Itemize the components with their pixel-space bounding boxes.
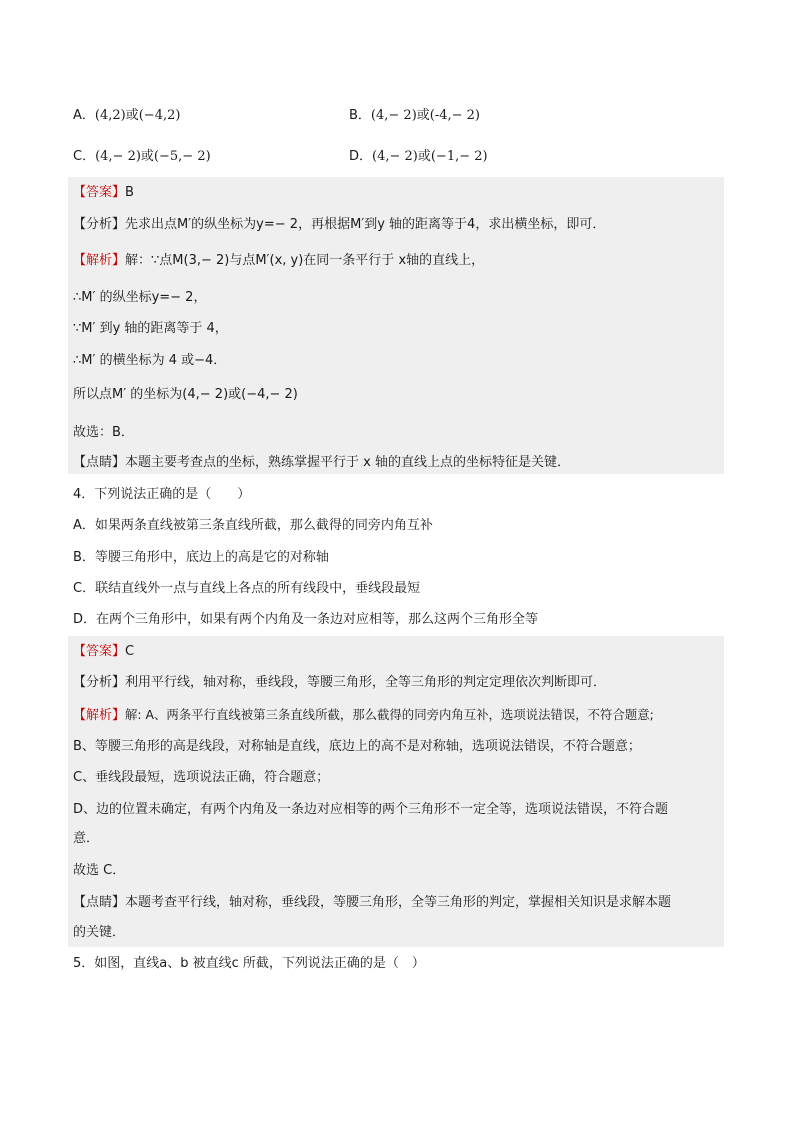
q4-explain-d1: D、边的位置未确定，有两个内角及一条边对应相等的两个三角形不一定全等，选项说法错误，不符合题	[73, 802, 669, 817]
q4-option-d: D．在两个三角形中，如果有两个内角及一条边对应相等，那么这两个三角形全等	[73, 612, 539, 627]
analysis-text: 先求出点M′的纵坐标为y=− 2，再根据M′到y 轴的距离等于4，求出横坐标，即可．	[125, 217, 606, 232]
option-text: (4,− 2)或(−5,− 2)	[95, 149, 211, 164]
q3-comment-line	[73, 453, 570, 473]
answer-tag: 【答案】	[73, 185, 126, 200]
q4-comment-line	[73, 893, 671, 913]
q4-option-c: C．联结直线外一点与直线上各点的所有线段中，垂线段最短	[73, 581, 421, 596]
q4-stem: 4．下列说法正确的是（ ）	[73, 487, 251, 502]
comment-tag: 【点睛】	[73, 455, 126, 470]
explain-text: 解：∵点M(3,− 2)与点M′(x, y)在同一条平行于 x轴的直线上，	[125, 253, 485, 268]
option-text: (4,2)或(−4,2)	[94, 108, 181, 123]
q3-explain-line	[73, 251, 484, 271]
q3-answer-line	[73, 183, 134, 203]
option-label: C．	[73, 149, 96, 164]
q3-option-b	[349, 106, 480, 126]
q4-explain-line	[73, 705, 654, 726]
q3-step-3: ∵M′ 到y 轴的距离等于 4，	[73, 321, 228, 336]
q3-option-d	[349, 147, 488, 167]
option-text: (4,− 2)或(−1,− 2)	[372, 149, 488, 164]
option-label: D．	[349, 149, 373, 164]
explain-tag: 【解析】	[73, 708, 126, 723]
q4-explain-c: C、垂线段最短，选项说法正确，符合题意；	[73, 770, 330, 785]
q3-option-c	[73, 147, 211, 167]
explain-tag: 【解析】	[73, 253, 126, 268]
answer-value: B	[125, 185, 134, 200]
analysis-tag: 【分析】	[73, 217, 126, 232]
explain-text: 解: A、两条平行直线被第三条直线所截，那么截得的同旁内角互补，选项说法错误，不符合题意;	[125, 707, 654, 722]
answer-tag: 【答案】	[73, 644, 126, 659]
q4-option-a: A．如果两条直线被第三条直线所截，那么截得的同旁内角互补	[73, 518, 433, 533]
comment-text: 本题主要考查点的坐标，熟练掌握平行于 x 轴的直线上点的坐标特征是关键．	[125, 455, 570, 470]
q4-comment-line-2: 的关键．	[73, 925, 126, 940]
q3-step-2: ∴M′ 的纵坐标y=− 2，	[73, 290, 207, 305]
answer-value: C	[125, 644, 135, 659]
option-text: (4,− 2)或(-4,− 2)	[370, 108, 481, 123]
q3-analysis-line	[73, 215, 605, 235]
analysis-tag: 【分析】	[73, 675, 126, 690]
option-label: A．	[73, 108, 95, 123]
comment-tag: 【点睛】	[73, 895, 126, 910]
comment-text: 本题考查平行线，轴对称，垂线段，等腰三角形，全等三角形的判定，掌握相关知识是求解本题	[125, 895, 672, 910]
analysis-text: 利用平行线，轴对称，垂线段，等腰三角形，全等三角形的判定定理依次判断即可．	[125, 675, 607, 690]
q4-choose: 故选 C．	[73, 863, 126, 878]
option-label: B．	[349, 108, 371, 123]
q4-answer-line	[73, 642, 134, 662]
q3-choose: 故选：B．	[73, 425, 134, 440]
q3-step-5: 所以点M′ 的坐标为(4,− 2)或(−4,− 2)	[73, 387, 298, 402]
q5-stem: 5．如图，直线a、b 被直线c 所截，下列说法正确的是（ ）	[73, 956, 425, 971]
q4-analysis-line	[73, 673, 606, 693]
q3-option-a	[73, 106, 180, 126]
q4-explain-b: B、等腰三角形的高是线段，对称轴是直线，底边上的高不是对称轴，选项说法错误，不符合题意；	[73, 739, 641, 754]
q3-step-4: ∴M′ 的横坐标为 4 或−4．	[73, 353, 227, 368]
q4-option-b: B．等腰三角形中，底边上的高是它的对称轴	[73, 550, 329, 565]
q4-explain-d2: 意．	[73, 831, 100, 846]
